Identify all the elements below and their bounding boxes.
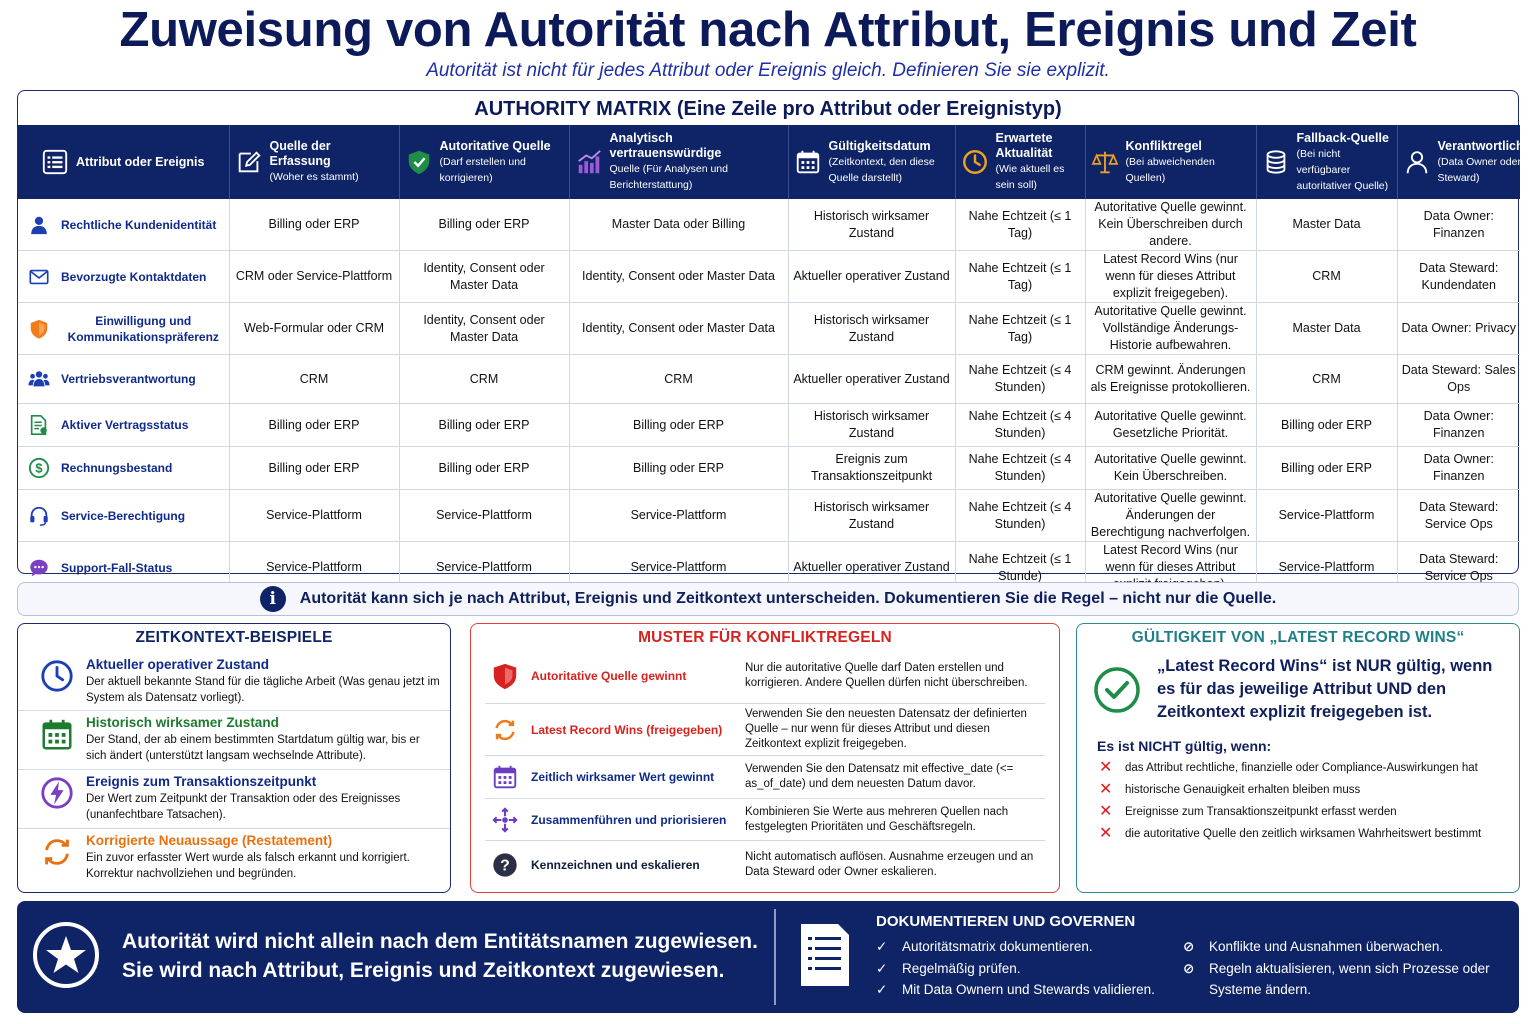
- attribute-label: Service-Berechtigung: [61, 508, 186, 523]
- conflict-rule-name: Autoritative Quelle gewinnt: [531, 669, 687, 683]
- authoritative-source-cell: Identity, Consent oder Master Data: [399, 303, 569, 355]
- person-icon: [27, 213, 51, 237]
- owner-cell: Data Owner: Finanzen: [1397, 199, 1520, 251]
- table-row: [18, 404, 1520, 447]
- timecontext-panel: [17, 623, 451, 893]
- authoritative-source-cell: Billing oder ERP: [399, 404, 569, 447]
- conflict-rule-row: [485, 649, 1045, 704]
- fallback-source-cell: Billing oder ERP: [1256, 447, 1397, 490]
- table-row: [18, 251, 1520, 303]
- timecontext-item-title: Ereignis zum Transaktionszeitpunkt: [86, 774, 317, 789]
- column-header: [18, 125, 229, 199]
- authoritative-source-cell: CRM: [399, 355, 569, 404]
- analytic-source-cell: CRM: [569, 355, 788, 404]
- conflict-rule-cell: CRM gewinnt. Änderungen als Ereignisse protokollieren.: [1085, 355, 1256, 404]
- matrix-title: AUTHORITY MATRIX (Eine Zeile pro Attribut oder Ereignistyp): [474, 98, 1062, 120]
- check-icon: ✓: [876, 939, 888, 954]
- check-circle-icon: [1093, 666, 1141, 714]
- analytic-source-cell: Billing oder ERP: [569, 404, 788, 447]
- table-row: [18, 199, 1520, 251]
- attribute-label: Vertriebsverantwortung: [61, 372, 196, 386]
- lrw-title: GÜLTIGKEIT VON „LATEST RECORD WINS“: [1131, 629, 1465, 646]
- capture-source-cell: Service-Plattform: [229, 490, 399, 542]
- attribute-cell: [18, 447, 229, 490]
- footer-line-1: Autorität wird nicht allein nach dem Entitätsnamen zugewiesen.: [122, 930, 758, 953]
- analytic-source-cell: Service-Plattform: [569, 490, 788, 542]
- validity-date-cell: Aktueller operativer Zustand: [788, 251, 955, 303]
- analytic-source-cell: Identity, Consent oder Master Data: [569, 251, 788, 303]
- authoritative-source-cell: Service-Plattform: [399, 542, 569, 594]
- attribute-label: Bevorzugte Kontaktdaten: [61, 269, 207, 284]
- matrix-table: [18, 125, 1536, 593]
- conflict-rule-cell: Autoritative Quelle gewinnt. Kein Überschreiben durch andere.: [1085, 199, 1256, 251]
- conflict-rule-name: Zeitlich wirksamer Wert gewinnt: [531, 770, 715, 784]
- column-header-title: Erwartete Aktualität: [995, 131, 1053, 160]
- question-icon: [485, 845, 525, 885]
- refresh-icon: [485, 710, 525, 750]
- scales-icon: [1090, 147, 1120, 177]
- column-header-subtitle: (Darf erstellen und korrigieren): [439, 155, 526, 184]
- svg-text:?: ?: [500, 857, 510, 875]
- svg-text:$: $: [35, 460, 43, 476]
- document-icon: [798, 921, 852, 989]
- freshness-cell: Nahe Echtzeit (≤ 4 Stunden): [955, 447, 1085, 490]
- table-row: [18, 447, 1520, 490]
- chart-icon: [574, 147, 604, 177]
- governance-item-text: Regeln aktualisieren, wenn sich Prozesse oder Systeme ändern.: [1209, 960, 1490, 997]
- x-icon: ✕: [1099, 825, 1113, 842]
- analytic-source-cell: Service-Plattform: [569, 542, 788, 594]
- validity-date-cell: Historisch wirksamer Zustand: [788, 404, 955, 447]
- table-row: [18, 355, 1520, 404]
- fallback-source-cell: Billing oder ERP: [1256, 404, 1397, 447]
- calendar-icon: [485, 757, 525, 797]
- x-icon: ✕: [1099, 759, 1113, 776]
- clock-icon: [960, 147, 990, 177]
- conflict-rule-desc: Nur die autoritative Quelle darf Daten erstellen und korrigieren. Andere Quellen dürfen nicht überschreiben.: [745, 662, 1028, 689]
- timecontext-item-title: Aktueller operativer Zustand: [86, 657, 270, 672]
- info-banner: [17, 582, 1519, 616]
- column-header-title: Autoritative Quelle: [439, 138, 551, 153]
- governance-item: [876, 936, 1176, 958]
- column-header-title: Verantwortlicher: [1437, 138, 1536, 153]
- not-valid-text: historische Genauigkeit erhalten bleiben muss: [1125, 784, 1361, 796]
- conflict-rule-cell: Autoritative Quelle gewinnt. Kein Überschreiben.: [1085, 447, 1256, 490]
- validity-date-cell: Ereignis zum Transaktionszeitpunkt: [788, 447, 955, 490]
- capture-source-cell: Service-Plattform: [229, 542, 399, 594]
- attribute-label: Rechnungsbestand: [61, 461, 173, 475]
- column-header-title: Attribut oder Ereignis: [76, 154, 205, 169]
- capture-source-cell: Web-Formular oder CRM: [229, 303, 399, 355]
- column-header: [955, 125, 1085, 199]
- column-header-subtitle: (Data Owner oder Steward): [1437, 155, 1521, 184]
- validity-date-cell: Historisch wirksamer Zustand: [788, 490, 955, 542]
- conflict-rule-desc: Verwenden Sie den Datensatz mit effective_date (<= as_of_date) und dem neuesten Datum davor.: [745, 763, 1014, 790]
- timecontext-item-desc: Der aktuell bekannte Stand für die tägliche Arbeit (Was genau jetzt im System als Datensatz vorliegt).: [86, 676, 440, 704]
- column-header: [229, 125, 399, 199]
- attribute-cell: [18, 404, 229, 447]
- timecontext-item-desc: Der Wert zum Zeitpunkt der Transaktion oder des Ereignisses (unanfechtbare Tatsachen).: [86, 793, 401, 821]
- freshness-cell: Nahe Echtzeit (≤ 4 Stunden): [955, 355, 1085, 404]
- merge-arrows-icon: [485, 800, 525, 840]
- validity-date-cell: Historisch wirksamer Zustand: [788, 199, 955, 251]
- footer-divider: [774, 909, 776, 1005]
- column-header: [1397, 125, 1536, 199]
- timecontext-item-title: Korrigierte Neuaussage (Restatement): [86, 833, 333, 848]
- conflict-rule-cell: Autoritative Quelle gewinnt. Gesetzliche Priorität.: [1085, 404, 1256, 447]
- contract-icon: [27, 413, 51, 437]
- check-circle-icon: ⊘: [1183, 960, 1195, 976]
- page-title: Zuweisung von Autorität nach Attribut, Ereignis und Zeit: [119, 3, 1417, 57]
- timecontext-item-desc: Ein zuvor erfasster Wert wurde als falsch erkannt und korrigiert. Korrektur nachvollziehen und begründen.: [86, 852, 410, 880]
- freshness-cell: Nahe Echtzeit (≤ 1 Tag): [955, 199, 1085, 251]
- owner-cell: Data Owner: Finanzen: [1397, 447, 1520, 490]
- freshness-cell: Nahe Echtzeit (≤ 1 Tag): [955, 251, 1085, 303]
- analytic-source-cell: Identity, Consent oder Master Data: [569, 303, 788, 355]
- footer-line-2: Sie wird nach Attribut, Ereignis und Zeitkontext zugewiesen.: [122, 959, 725, 982]
- not-valid-item: [1077, 782, 1519, 804]
- column-header-subtitle: (Woher es stammt): [269, 171, 359, 183]
- not-valid-text: die autoritative Quelle den zeitlich wirksamen Wahrheitswert bestimmt: [1125, 828, 1482, 840]
- column-header: [788, 125, 955, 199]
- column-header-title: Quelle der Erfassung: [269, 139, 331, 168]
- governance-item: [1183, 958, 1503, 1001]
- lrw-not-valid-title: Es ist NICHT gültig, wenn:: [1097, 738, 1272, 754]
- capture-source-cell: Billing oder ERP: [229, 447, 399, 490]
- fallback-source-cell: CRM: [1256, 355, 1397, 404]
- column-header: [1256, 125, 1397, 199]
- star-icon: [32, 921, 100, 989]
- capture-source-cell: CRM oder Service-Plattform: [229, 251, 399, 303]
- not-valid-item: [1077, 760, 1519, 782]
- check-icon: ✓: [876, 982, 888, 997]
- page-subtitle: Autorität ist nicht für jedes Attribut oder Ereignis gleich. Definieren Sie sie explizit.: [426, 60, 1110, 81]
- timecontext-item: [18, 770, 450, 829]
- column-header-subtitle: (Zeitkontext, den diese Quelle darstellt): [828, 155, 935, 184]
- authority-matrix: [17, 90, 1536, 583]
- check-icon: ✓: [876, 960, 888, 976]
- column-header: [399, 125, 569, 199]
- attribute-cell: [18, 251, 229, 303]
- bolt-icon: [38, 774, 76, 812]
- governance-item-text: Regelmäßig prüfen.: [902, 960, 1021, 976]
- not-valid-item: [1077, 826, 1519, 848]
- timecontext-item: [18, 711, 450, 770]
- governance-title: DOKUMENTIEREN UND GOVERNEN: [876, 913, 1136, 930]
- column-header-subtitle: (Bei abweichenden Quellen): [1125, 155, 1215, 184]
- shield-check-icon: [404, 147, 434, 177]
- team-icon: [27, 367, 51, 391]
- envelope-icon: [27, 265, 51, 289]
- owner-cell: Data Owner: Privacy: [1397, 303, 1520, 355]
- conflict-title: MUSTER FÜR KONFLIKTREGELN: [638, 629, 892, 646]
- fallback-source-cell: Service-Plattform: [1256, 490, 1397, 542]
- timecontext-item: [18, 653, 450, 711]
- governance-item-text: Mit Data Ownern und Stewards validieren.: [902, 982, 1155, 997]
- column-header: [1085, 125, 1256, 199]
- fallback-source-cell: Master Data: [1256, 199, 1397, 251]
- governance-item-text: Konflikte und Ausnahmen überwachen.: [1209, 939, 1444, 954]
- timecontext-item: [18, 829, 450, 895]
- capture-source-cell: Billing oder ERP: [229, 199, 399, 251]
- fallback-source-cell: Master Data: [1256, 303, 1397, 355]
- info-icon: i: [260, 586, 286, 612]
- conflict-rule-row: [485, 841, 1045, 888]
- lrw-statement: „Latest Record Wins“ ist NUR gültig, wenn es für das jeweilige Attribut UND den Zeitkontext explizit freigegeben ist.: [1157, 657, 1493, 721]
- capture-source-cell: CRM: [229, 355, 399, 404]
- analytic-source-cell: Master Data oder Billing: [569, 199, 788, 251]
- freshness-cell: Nahe Echtzeit (≤ 4 Stunden): [955, 490, 1085, 542]
- conflict-rule-cell: Autoritative Quelle gewinnt. Änderungen der Berechtigung nachverfolgen.: [1085, 490, 1256, 542]
- calendar-icon: [38, 715, 76, 753]
- database-icon: [1261, 147, 1291, 177]
- dollar-icon: [27, 456, 51, 480]
- info-text: Autorität kann sich je nach Attribut, Ereignis und Zeitkontext unterscheiden. Dokumentieren Sie die Regel – nicht nur die Quelle.: [299, 590, 1277, 607]
- governance-item-text: Autoritätsmatrix dokumentieren.: [902, 939, 1093, 954]
- column-header-title: Konfliktregel: [1125, 138, 1202, 153]
- freshness-cell: Nahe Echtzeit (≤ 4 Stunden): [955, 404, 1085, 447]
- timecontext-item-title: Historisch wirksamer Zustand: [86, 715, 279, 730]
- column-header-title: Analytisch vertrauenswürdige: [609, 131, 722, 160]
- conflict-rule-cell: Latest Record Wins (nur wenn für dieses Attribut: [1085, 542, 1256, 594]
- conflict-rule-desc: Nicht automatisch auflösen. Ausnahme erzeugen und an Data Steward oder Owner eskalieren.: [745, 850, 1034, 878]
- x-icon: ✕: [1099, 803, 1113, 820]
- x-icon: ✕: [1099, 781, 1113, 798]
- shield-icon: [27, 317, 51, 341]
- attribute-label: Rechtliche Kundenidentität: [61, 217, 217, 232]
- conflict-rule-row: [485, 704, 1045, 756]
- edit-icon: [234, 147, 264, 177]
- clock-icon: [38, 657, 76, 695]
- validity-date-cell: Aktueller operativer Zustand: [788, 355, 955, 404]
- not-valid-text: Ereignisse zum Transaktionszeitpunkt erfasst werden: [1125, 806, 1397, 818]
- conflict-rule-row: [485, 799, 1045, 841]
- conflict-rule-cell: Autoritative Quelle gewinnt. Vollständige Änderungs-Historie aufbewahren.: [1085, 303, 1256, 355]
- analytic-source-cell: Billing oder ERP: [569, 447, 788, 490]
- user-outline-icon: [1402, 147, 1432, 177]
- conflict-rule-desc: Verwenden Sie den neuesten Datensatz der definierten Quelle – nur wenn für dieses Attribut und diesen Zeitkontext explizit freigegeben.: [745, 708, 1027, 750]
- conflict-rule-name: Zusammenführen und priorisieren: [531, 812, 727, 827]
- conflict-rule-cell: Latest Record Wins (nur wenn für dieses Attribut explizit freigegeben).: [1085, 251, 1256, 303]
- column-header-subtitle: Quelle (Für Analysen und Berichterstattung): [609, 163, 728, 191]
- shield-icon: [485, 656, 525, 696]
- footer-statement: [122, 927, 758, 985]
- check-circle-icon: ⊘: [1183, 939, 1195, 954]
- attribute-cell: [18, 303, 229, 355]
- owner-cell: Data Steward: Service Ops: [1397, 490, 1520, 542]
- authoritative-source-cell: Billing oder ERP: [399, 199, 569, 251]
- authoritative-source-cell: Identity, Consent oder Master Data: [399, 251, 569, 303]
- column-header: [569, 125, 788, 199]
- owner-cell: Data Owner: Finanzen: [1397, 404, 1520, 447]
- lrw-panel: [1076, 623, 1520, 893]
- owner-cell: Data Steward: Kundendaten: [1397, 251, 1520, 303]
- conflict-rule-name: Latest Record Wins (freigegeben): [531, 722, 723, 737]
- attribute-label: Support-Fall-Status: [61, 560, 173, 575]
- column-header-title: Fallback-Quelle: [1296, 130, 1389, 145]
- timecontext-item-desc: Der Stand, der ab einem bestimmten Startdatum gültig war, bis er sich ändert (unterstützt langsam wechselnde Attribute).: [86, 734, 420, 762]
- governance-item: [876, 979, 1176, 1001]
- governance-item: [876, 958, 1176, 980]
- attribute-label: Einwilligung und Kommunikationspräferenz: [67, 313, 219, 344]
- fallback-source-cell: CRM: [1256, 251, 1397, 303]
- not-valid-item: [1077, 804, 1519, 826]
- conflict-panel: [470, 623, 1060, 893]
- owner-cell: Data Steward: Sales Ops: [1397, 355, 1520, 404]
- column-header-subtitle: (Wie aktuell es sein soll): [995, 163, 1065, 191]
- capture-source-cell: Billing oder ERP: [229, 404, 399, 447]
- owner-cell: Data Steward: Service Ops: [1419, 551, 1499, 583]
- refresh-icon: [38, 833, 76, 871]
- governance-item: [1183, 936, 1503, 958]
- not-valid-text: das Attribut rechtliche, finanzielle oder Compliance-Auswirkungen hat: [1125, 762, 1478, 774]
- headset-icon: [27, 504, 51, 528]
- validity-date-cell: Aktueller operativer Zustand: [788, 542, 955, 594]
- attribute-cell: [18, 199, 229, 251]
- footer-banner: [17, 901, 1519, 1013]
- freshness-cell: Nahe Echtzeit (≤ 1 Stunde): [955, 542, 1085, 594]
- table-row: [18, 303, 1520, 355]
- conflict-rule-row: [485, 756, 1045, 799]
- calendar-icon: [793, 147, 823, 177]
- list-icon: [40, 147, 70, 177]
- timecontext-title: ZEITKONTEXT-BEISPIELE: [135, 629, 333, 646]
- freshness-cell: Nahe Echtzeit (≤ 1 Tag): [955, 303, 1085, 355]
- table-row: [18, 490, 1520, 542]
- fallback-source-cell: Service-Plattform: [1256, 542, 1397, 594]
- conflict-rule-desc: Kombinieren Sie Werte aus mehreren Quellen nach festgelegten Prioritäten und Geschäftsregeln.: [745, 805, 1009, 833]
- validity-date-cell: Historisch wirksamer Zustand: [788, 303, 955, 355]
- column-header-title: Gültigkeitsdatum: [828, 138, 931, 153]
- column-header-subtitle: (Bei nicht verfügbarer autoritativer Quelle): [1296, 147, 1389, 192]
- authoritative-source-cell: Service-Plattform: [399, 490, 569, 542]
- authoritative-source-cell: Billing oder ERP: [399, 447, 569, 490]
- attribute-cell: [18, 490, 229, 542]
- chat-icon: [27, 556, 51, 580]
- conflict-rule-name: Kennzeichnen und eskalieren: [531, 857, 700, 872]
- attribute-label: Aktiver Vertragsstatus: [61, 418, 189, 432]
- attribute-cell: [18, 355, 229, 404]
